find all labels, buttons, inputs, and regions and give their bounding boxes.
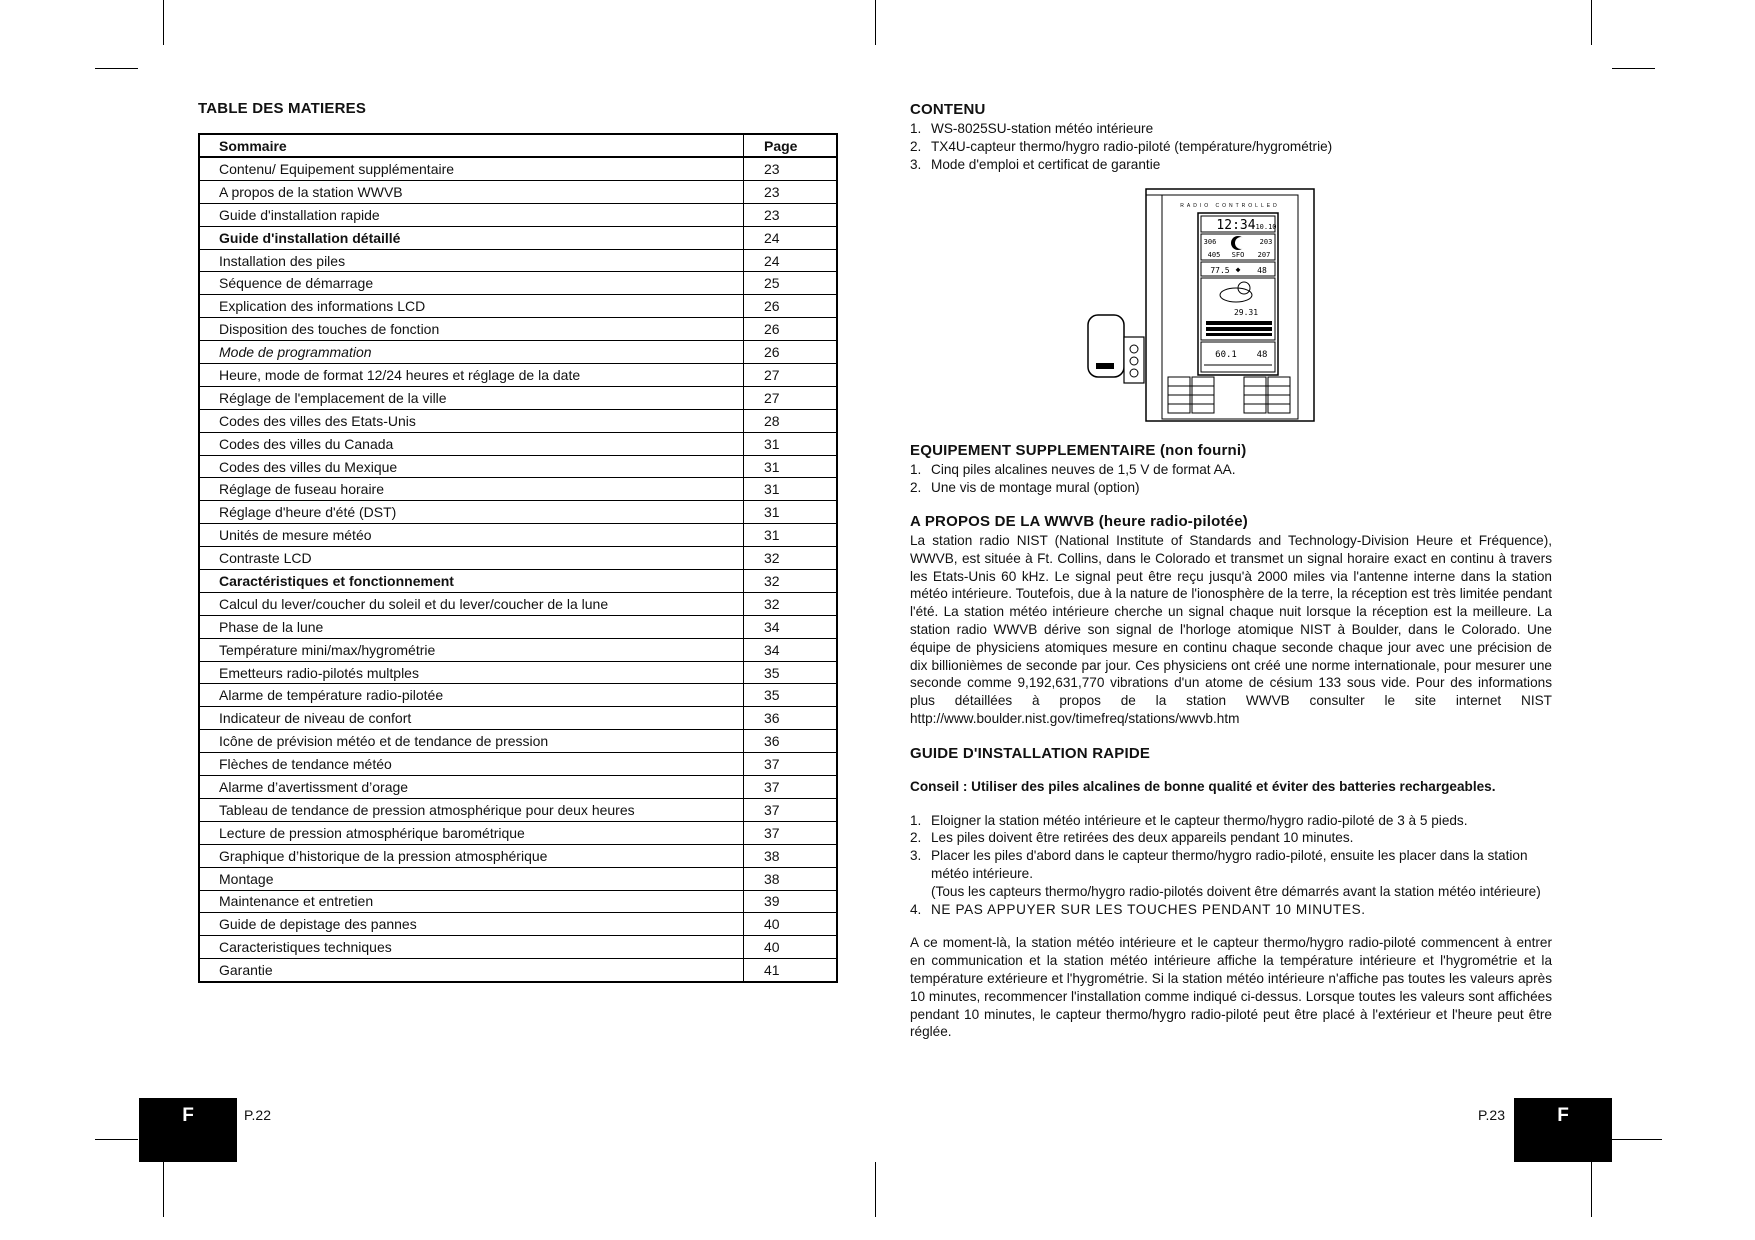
toc-entry-label: Heure, mode de format 12/24 heures et réglage de la date [199, 364, 744, 387]
toc-entry-label: Phase de la lune [199, 615, 744, 638]
toc-title: TABLE DES MATIERES [198, 100, 367, 117]
toc-entry-label: Graphique d’historique de la pression atmosphérique [199, 844, 744, 867]
toc-entry-page: 32 [744, 570, 838, 593]
toc-entry-page: 24 [744, 226, 838, 249]
toc-entry-page: 34 [744, 638, 838, 661]
toc-entry-page: 36 [744, 707, 838, 730]
table-row [199, 547, 837, 570]
list-item: 3. Mode d'emploi et certificat de garantie [910, 156, 1161, 172]
crop-mark [163, 1162, 164, 1217]
toc-entry-page: 26 [744, 341, 838, 364]
table-row [199, 638, 837, 661]
svg-text:48: 48 [1256, 350, 1268, 361]
toc-entry-page: 38 [744, 867, 838, 890]
toc-entry-page: 27 [744, 364, 838, 387]
toc-entry-page: 36 [744, 730, 838, 753]
toc-entry-page: 23 [744, 180, 838, 203]
toc-entry-page: 35 [744, 661, 838, 684]
table-row [199, 592, 837, 615]
toc-entry-label: Explication des informations LCD [199, 295, 744, 318]
table-row [199, 913, 837, 936]
svg-text:RADIO CONTROLLED: RADIO CONTROLLED [1180, 203, 1280, 210]
toc-entry-label: Installation des piles [199, 249, 744, 272]
table-row [199, 867, 837, 890]
toc-entry-page: 32 [744, 592, 838, 615]
contenu-list [910, 120, 1552, 173]
toc-entry-label: Guide d'installation rapide [199, 203, 744, 226]
toc-entry-label: Emetteurs radio-pilotés multples [199, 661, 744, 684]
crop-mark [95, 68, 138, 69]
list-item: 3. Placer les piles d'abord dans le capteur thermo/hygro radio-piloté, ensuite les placer dans la station météo intérieure. (Tous les capteurs thermo/hygro radio-pilotés doivent être démarrés avant la station météo intérieure) [910, 847, 1552, 900]
list-item: 4. NE PAS APPUYER SUR LES TOUCHES PENDANT 10 MINUTES. [910, 901, 1366, 917]
toc-entry-label: Indicateur de niveau de confort [199, 707, 744, 730]
table-row [199, 570, 837, 593]
toc-entry-label: Lecture de pression atmosphérique barométrique [199, 821, 744, 844]
toc-entry-label: Réglage de fuseau horaire [199, 478, 744, 501]
table-row [199, 409, 837, 432]
table-row [199, 890, 837, 913]
table-row [199, 684, 837, 707]
toc-entry-page: 31 [744, 501, 838, 524]
crop-mark [1591, 0, 1592, 45]
table-row [199, 180, 837, 203]
guide-closing-paragraph: A ce moment-là, la station météo intérieure et le capteur thermo/hygro radio-piloté commencent à entrer en communication et la station météo intérieure affiche la température intérieure et l'hygrométrie et la température extérieure et l'hygrométrie. Si la station météo intérieure n'affiche pas toutes les valeurs après 10 minutes, recommencer l'installation comme indiqué ci-dessus. Lorsque toutes les valeurs sont affichées pendant 10 minutes, le capteur thermo/hygro radio-piloté peut être placé à l'extérieur et l'heure peut être réglée. [910, 935, 1552, 1040]
toc-entry-page: 27 [744, 386, 838, 409]
table-row [199, 936, 837, 959]
toc-entry-page: 40 [744, 936, 838, 959]
table-row [199, 821, 837, 844]
toc-entry-page: 28 [744, 409, 838, 432]
toc-entry-label: Contenu/ Equipement supplémentaire [199, 157, 744, 180]
toc-entry-page: 38 [744, 844, 838, 867]
toc-entry-page: 40 [744, 913, 838, 936]
crop-mark [1612, 1139, 1662, 1140]
svg-text:306: 306 [1203, 238, 1217, 247]
table-row [199, 318, 837, 341]
toc-entry-page: 23 [744, 157, 838, 180]
toc-entry-label: Séquence de démarrage [199, 272, 744, 295]
toc-entry-label: Guide de depistage des pannes [199, 913, 744, 936]
toc-entry-label: Alarme de température radio-pilotée [199, 684, 744, 707]
toc-header-summary: Sommaire [199, 134, 744, 157]
toc-header-page: Page [744, 134, 838, 157]
toc-entry-page: 25 [744, 272, 838, 295]
crop-mark [875, 0, 876, 45]
toc-entry-label: Flèches de tendance météo [199, 753, 744, 776]
toc-entry-label: Codes des villes du Mexique [199, 455, 744, 478]
svg-text:SFO: SFO [1231, 251, 1245, 260]
svg-text:10.10: 10.10 [1255, 223, 1277, 232]
toc-entry-label: Réglage d'heure d'été (DST) [199, 501, 744, 524]
wwvb-title: A PROPOS DE LA WWVB (heure radio-pilotée) [910, 512, 1248, 530]
table-row [199, 844, 837, 867]
toc-entry-label: Codes des villes des Etats-Unis [199, 409, 744, 432]
table-row [199, 753, 837, 776]
language-tab-right: F [1514, 1098, 1612, 1162]
toc-entry-page: 26 [744, 318, 838, 341]
toc-entry-page: 26 [744, 295, 838, 318]
toc-entry-label: Calcul du lever/coucher du soleil et du lever/coucher de la lune [199, 592, 744, 615]
table-row [199, 364, 837, 387]
left-page [198, 100, 838, 983]
toc-entry-label: A propos de la station WWVB [199, 180, 744, 203]
svg-text:12:34: 12:34 [1216, 218, 1256, 234]
svg-text:77.5: 77.5 [1210, 266, 1230, 276]
list-item: 1. Eloigner la station météo intérieure et le capteur thermo/hygro radio-piloté de 3 à 5 pieds. [910, 812, 1468, 828]
toc-entry-page: 39 [744, 890, 838, 913]
toc-entry-page: 31 [744, 478, 838, 501]
right-page [910, 100, 1552, 1041]
toc-entry-page: 34 [744, 615, 838, 638]
toc-header-row [199, 134, 837, 157]
crop-mark [163, 0, 164, 45]
table-row [199, 341, 837, 364]
table-row [199, 203, 837, 226]
toc-entry-label: Disposition des touches de fonction [199, 318, 744, 341]
toc-entry-label: Température mini/max/hygrométrie [199, 638, 744, 661]
list-item: 1. WS-8025SU-station météo intérieure [910, 121, 1154, 136]
table-row [199, 959, 837, 982]
toc-entry-label: Icône de prévision météo et de tendance de pression [199, 730, 744, 753]
contenu-title: CONTENU [910, 101, 986, 118]
toc-entry-label: Maintenance et entretien [199, 890, 744, 913]
equipement-list [910, 461, 1552, 497]
table-row [199, 776, 837, 799]
toc-entry-label: Guide d'installation détaillé [199, 226, 744, 249]
svg-text:◆: ◆ [1235, 265, 1241, 275]
list-item: 2. Une vis de montage mural (option) [910, 480, 1140, 496]
weather-station-illustration [1086, 187, 1376, 427]
wwvb-paragraph: La station radio NIST (National Institute of Standards and Technology-Division Heure et Fréquence), WWVB, est située à Ft. Collins, dans le Colorado et transmet un signal horaire exact en continu à travers les Etats-Unis 60 kHz. Le signal peut être reçu jusqu'à 2000 miles via l'antenne interne dans la station météo intérieure. Toutefois, due à la nature de l'ionosphère de la terre, la réception est très limitée pendant l'été. La station météo intérieure cherche un signal chaque nuit lorsque la réception est la meilleure. La station radio WWVB dérive son signal de l'horloge atomique NIST à Boulder, dans le Colorado. Une équipe de physiciens atomiques mesure en continu chaque seconde chaque jour avec une précision de dix billionièmes de seconde par jour. Ces physiciens ont créé une norme internationale, pour mesurer une seconde comme 9,192,631,770 vibrations d'un atome de césium 133 sous vide. Pour des informations plus détaillées à propos de la station WWVB consulter le site internet NIST http://www.boulder.nist.gov/timefreq/stations/wwvb.htm [910, 532, 1552, 726]
list-item: 1. Cinq piles alcalines neuves de 1,5 V de format AA. [910, 462, 1236, 478]
svg-text:207: 207 [1257, 251, 1271, 260]
table-row [199, 661, 837, 684]
page-number-right: P.23 [1478, 1107, 1505, 1123]
crop-mark [95, 1139, 138, 1140]
page-number-left: P.22 [244, 1107, 271, 1123]
table-row [199, 157, 837, 180]
toc-entry-page: 37 [744, 821, 838, 844]
language-tab-left: F [139, 1098, 237, 1162]
toc-entry-label: Contraste LCD [199, 547, 744, 570]
svg-text:48: 48 [1257, 266, 1267, 276]
toc-entry-page: 24 [744, 249, 838, 272]
toc-entry-page: 35 [744, 684, 838, 707]
table-row [199, 798, 837, 821]
guide-tip: Conseil : Utiliser des piles alcalines de bonne qualité et éviter des batteries rechargeables. [910, 778, 1496, 794]
toc-table [198, 133, 838, 983]
toc-entry-label: Caractéristiques et fonctionnement [199, 570, 744, 593]
toc-entry-page: 37 [744, 776, 838, 799]
table-row [199, 386, 837, 409]
toc-entry-label: Codes des villes du Canada [199, 432, 744, 455]
crop-mark [1612, 68, 1655, 69]
toc-entry-label: Alarme d’avertissment d’orage [199, 776, 744, 799]
equipement-title: EQUIPEMENT SUPPLEMENTAIRE (non fourni) [910, 442, 1247, 460]
toc-entry-label: Tableau de tendance de pression atmosphérique pour deux heures [199, 798, 744, 821]
toc-entry-label: Montage [199, 867, 744, 890]
table-row [199, 615, 837, 638]
step-note: (Tous les capteurs thermo/hygro radio-pilotés doivent être démarrés avant la station météo intérieure) [931, 883, 1541, 899]
table-row [199, 295, 837, 318]
table-row [199, 730, 837, 753]
table-row [199, 455, 837, 478]
toc-entry-page: 37 [744, 753, 838, 776]
toc-entry-label: Unités de mesure météo [199, 524, 744, 547]
toc-entry-page: 41 [744, 959, 838, 982]
toc-body [199, 157, 837, 982]
list-item: 2. Les piles doivent être retirées des deux appareils pendant 10 minutes. [910, 830, 1354, 846]
svg-text:405: 405 [1207, 251, 1221, 260]
guide-title: GUIDE D'INSTALLATION RAPIDE [910, 744, 1151, 762]
crop-mark [875, 1162, 876, 1217]
table-row [199, 272, 837, 295]
toc-entry-page: 37 [744, 798, 838, 821]
toc-entry-page: 32 [744, 547, 838, 570]
list-item: 2. TX4U-capteur thermo/hygro radio-piloté (température/hygrométrie) [910, 138, 1333, 154]
toc-entry-label: Garantie [199, 959, 744, 982]
toc-entry-label: Caracteristiques techniques [199, 936, 744, 959]
table-row [199, 226, 837, 249]
table-row [199, 249, 837, 272]
toc-entry-page: 23 [744, 203, 838, 226]
table-row [199, 432, 837, 455]
table-row [199, 501, 837, 524]
svg-text:60.1: 60.1 [1215, 350, 1237, 361]
table-row [199, 524, 837, 547]
toc-entry-label: Réglage de l'emplacement de la ville [199, 386, 744, 409]
svg-text:203: 203 [1259, 238, 1273, 247]
svg-text:29.31: 29.31 [1233, 308, 1259, 318]
toc-entry-page: 31 [744, 524, 838, 547]
guide-steps [910, 812, 1552, 919]
toc-entry-page: 31 [744, 455, 838, 478]
table-row [199, 707, 837, 730]
toc-entry-page: 31 [744, 432, 838, 455]
crop-mark [1591, 1162, 1592, 1217]
toc-entry-label: Mode de programmation [199, 341, 744, 364]
table-row [199, 478, 837, 501]
